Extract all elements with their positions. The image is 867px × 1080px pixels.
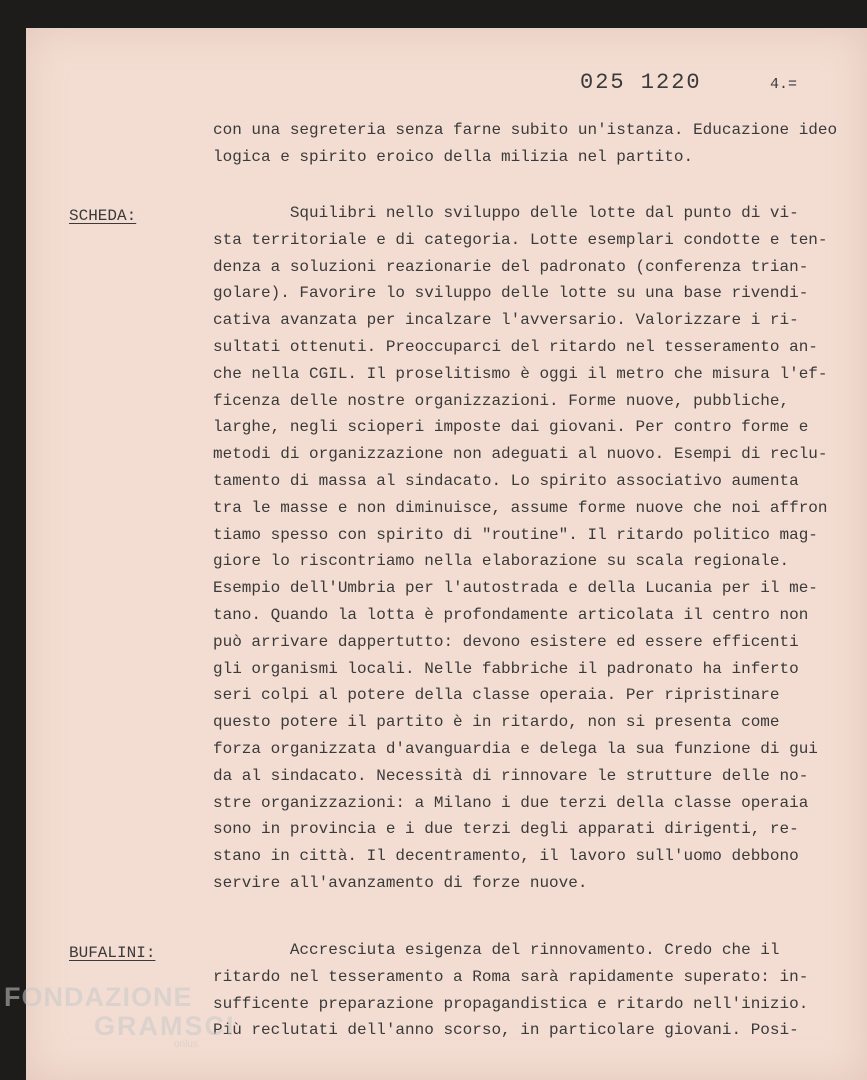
paragraph-scheda: Squilibri nello sviluppo delle lotte dal punto di vi- sta territoriale e di categoria. Lotte esemplari condotte e ten- denza a soluzioni reazionarie del padronato (conferenza trian- golare). Favorire lo sviluppo delle lotte su una base rivendi- cativa avanzata per incalzare l'avversario. Valorizzare i ri- sultati ottenuti. Preoccuparci del ritardo nel tesseramento an- che nella CGIL. Il proselitismo è oggi il metro che misura l'ef- ficenza delle nostre organizzazioni. Forme nuove, pubbliche, larghe, negli scioperi imposte dai giovani. Per contro forme e metodi di organizzazione non adeguati al nuovo. Esempi di reclu- tamento di massa al sindacato. Lo spirito associativo aumenta tra le masse e non diminuisce, assume forme nuove che noi affron tiamo spesso con spirito di "routine". Il ritardo politico mag- giore lo riscontriamo nella elaborazione su scala regionale. Esempio dell'Umbria per l'autostrada e della Lucania per il me- tano. Quando la lotta è profondamente articolata il centro non può arrivare dappertutto: devono esistere ed essere efficenti gli organismi locali. Nelle fabbriche il padronato ha inferto seri colpi al potere della classe operaia. Per ripristinare questo potere il partito è in ritardo, non si presenta come forza organizzata d'avanguardia e delega la sua funzione di gui da al sindacato. Necessità di rinnovare le strutture delle no- stre organizzazioni: a Milano i due terzi della classe operaia sono in provincia e i due terzi degli apparati dirigenti, re- stano in città. Il decentramento, il lavoro sull'uomo debbono servire all'avanzamento di forze nuove. [213,204,828,892]
paragraph-continuation: con una segreteria senza farne subito un'istanza. Educazione ideo logica e spirito eroico della milizia nel partito. [213,121,838,166]
watermark-suffix: onlus [174,1039,198,1050]
speaker-label-bufalini: BUFALINI: [69,944,156,962]
watermark-line-2-text: GRAMSCI [94,1011,236,1041]
fondazione-gramsci-watermark [4,984,236,1050]
paragraph-bufalini: Accresciuta esigenza del rinnovamento. Credo che il ritardo nel tesseramento a Roma sarà rapidamente superato: in- sufficente preparazione propagandistica e ritardo nell'inizio. Più reclutati dell'anno scorso, in particolare giovani. Posi- [213,941,809,1040]
speaker-label-scheda: SCHEDA: [69,207,137,225]
watermark-line-1: FONDAZIONE [4,982,193,1012]
page-number: 4.= [770,76,798,93]
archive-document-number: 025 1220 [580,70,702,95]
watermark-line-2 [94,1013,236,1040]
